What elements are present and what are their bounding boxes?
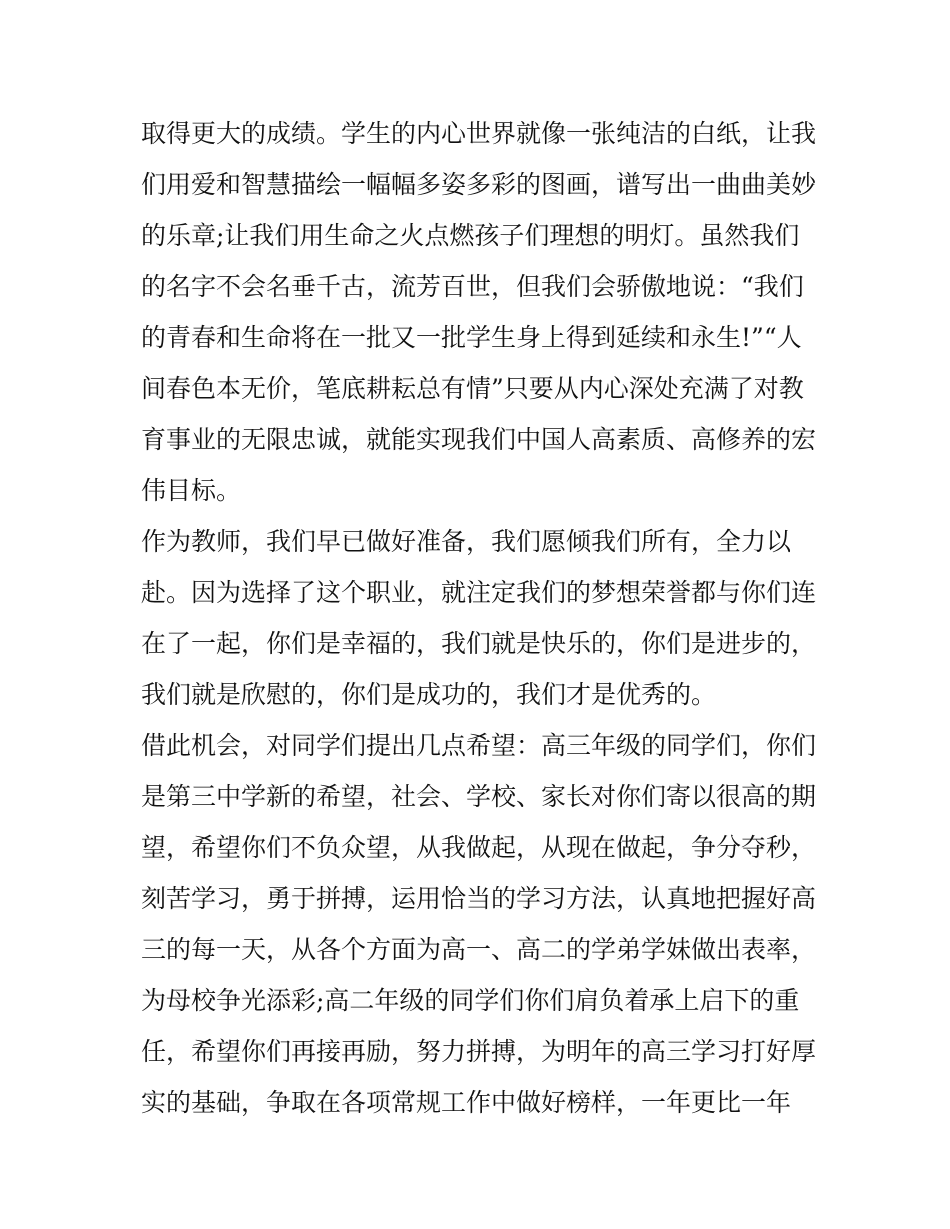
text-line: 间春色本无价，笔底耕耘总有情”只要从内心深处充满了对教	[141, 374, 804, 403]
text-line: 在了一起，你们是幸福的，我们就是快乐的，你们是进步的，	[141, 629, 817, 658]
text-line: 们用爱和智慧描绘一幅幅多姿多彩的图画，谱写出一曲曲美妙	[141, 170, 817, 199]
text-line: 作为教师，我们早已做好准备，我们愿倾我们所有，全力以	[141, 527, 792, 556]
text-line: 的青春和生命将在一批又一批学生身上得到延续和永生!”“人	[141, 323, 802, 352]
text-line: 实的基础，争取在各项常规工作中做好榜样，一年更比一年	[141, 1088, 792, 1117]
text-line: 三的每一天，从各个方面为高一、高二的学弟学妹做出表率，	[141, 935, 817, 964]
text-line: 为母校争光添彩;高二年级的同学们你们肩负着承上启下的重	[141, 986, 800, 1015]
text-line: 是第三中学新的希望，社会、学校、家长对你们寄以很高的期	[141, 782, 817, 811]
text-line: 育事业的无限忠诚，就能实现我们中国人高素质、高修养的宏	[141, 425, 817, 454]
text-line: 任，希望你们再接再励，努力拼搏，为明年的高三学习打好厚	[141, 1037, 817, 1066]
text-line: 借此机会，对同学们提出几点希望：高三年级的同学们，你们	[141, 731, 817, 760]
text-line: 伟目标。	[141, 476, 242, 505]
text-line: 的乐章;让我们用生命之火点燃孩子们理想的明灯。虽然我们	[141, 221, 800, 250]
text-line: 刻苦学习，勇于拼搏，运用恰当的学习方法，认真地把握好高	[141, 884, 817, 913]
body-text	[141, 108, 821, 1128]
text-line: 取得更大的成绩。学生的内心世界就像一张纯洁的白纸，让我	[141, 119, 817, 148]
text-line: 望，希望你们不负众望，从我做起，从现在做起，争分夺秒，	[141, 833, 817, 862]
text-line: 的名字不会名垂千古，流芳百世，但我们会骄傲地说：“我们	[141, 272, 804, 301]
text-line: 赴。因为选择了这个职业，就注定我们的梦想荣誉都与你们连	[141, 578, 817, 607]
text-line: 我们就是欣慰的，你们是成功的，我们才是优秀的。	[141, 680, 717, 709]
